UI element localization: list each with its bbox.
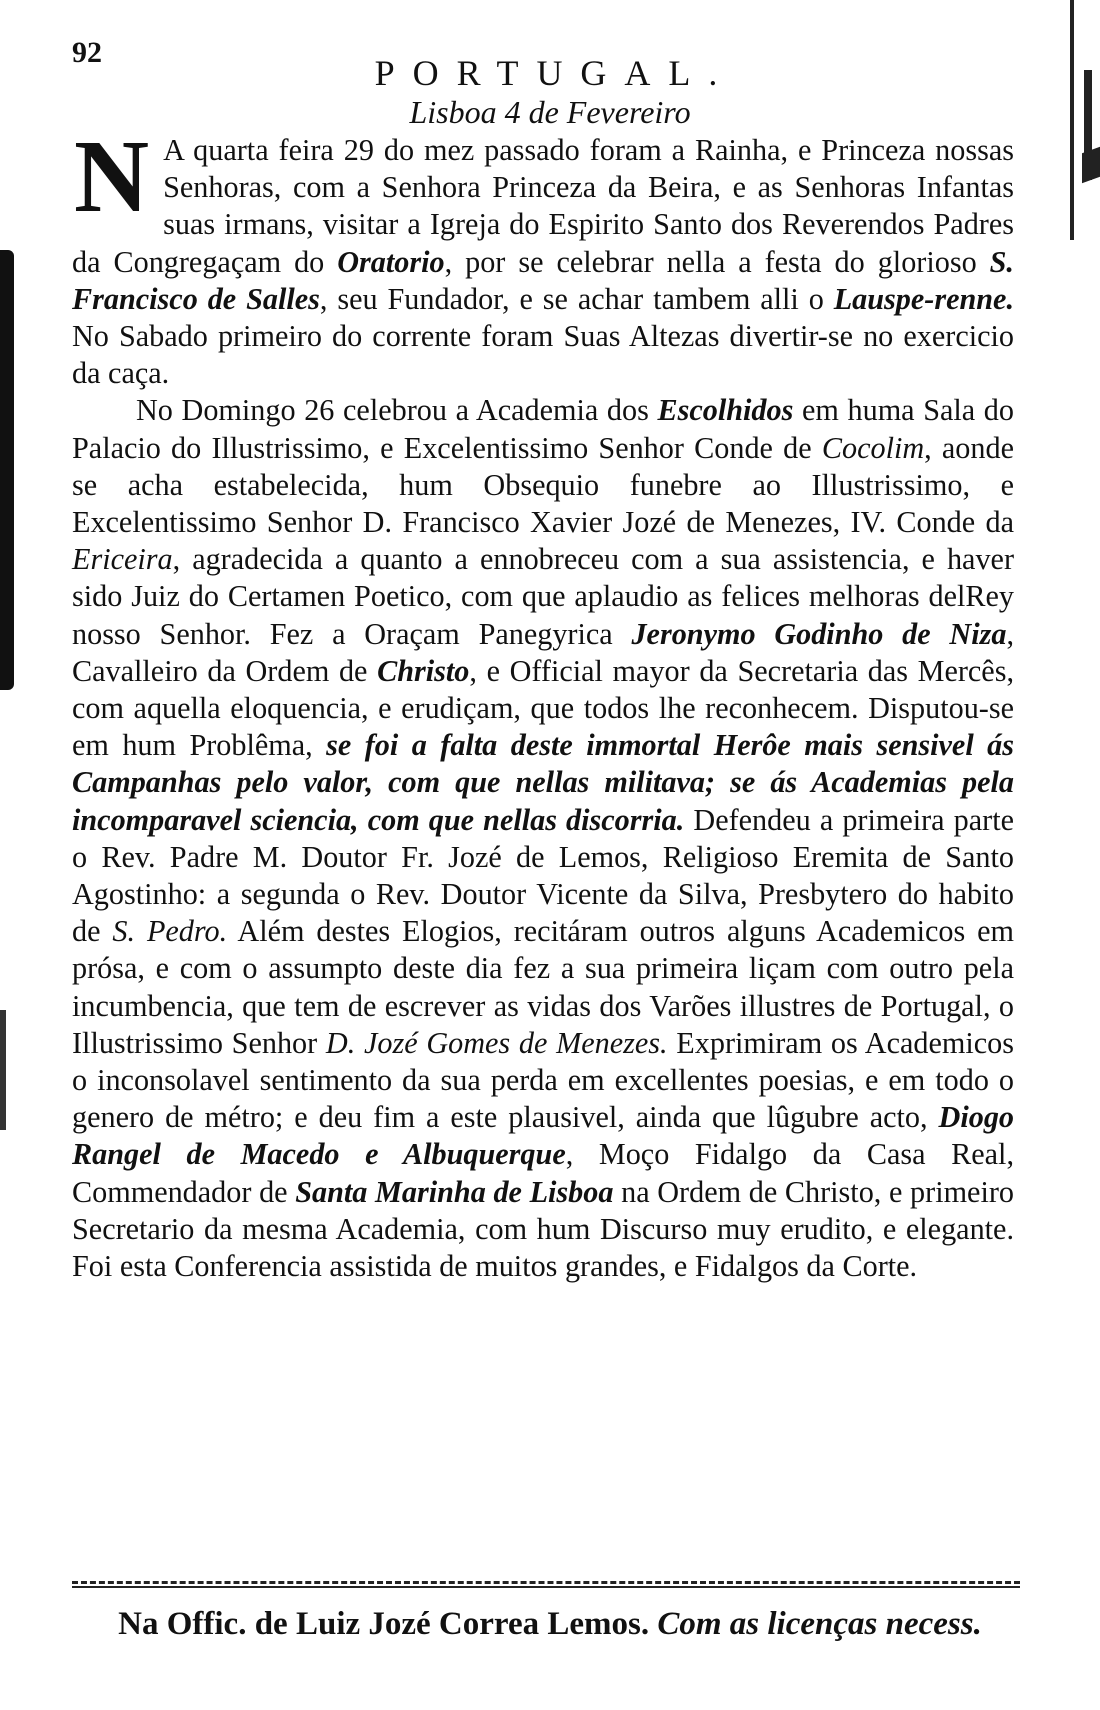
divider-rule bbox=[72, 1586, 1020, 1588]
text-run: Oratorio bbox=[337, 244, 445, 279]
imprint-line bbox=[0, 1606, 1100, 1643]
text-run: se foi a falta deste immortal Herôe mais sensivel ás Campanhas pelo valor, com que nellas militava; se ás Academias pela incomparavel sciencia, com que nellas discorria. bbox=[72, 728, 1014, 837]
article-body bbox=[72, 119, 1015, 1285]
scan-edge-shadow bbox=[0, 1010, 6, 1130]
text-run: , por se celebrar nella a festa do glorioso bbox=[444, 244, 990, 279]
text-run: Diogo Rangel de Macedo e Albuquerque bbox=[72, 1100, 1014, 1172]
text-run: , e Official mayor da Secretaria das Mercês, com aquella eloquencia, e erudiçam, que todos lhe reconhecem. Disputou-se em hum Problêma, bbox=[72, 653, 1014, 763]
text-run: , seu Fundador, e se achar tambem alli o bbox=[319, 281, 834, 316]
page-number: 92 bbox=[72, 36, 102, 69]
text-run: Ericeira bbox=[72, 542, 173, 577]
text-run: em huma Sala do Palacio do Illustrissimo, e Excelentissimo Senhor Conde de bbox=[72, 393, 1014, 465]
text-run: , Moço Fidalgo da Casa Real, Commendador de bbox=[72, 1137, 1014, 1209]
text-run: , aonde se acha estabelecida, hum Obsequio funebre ao Illustrissimo, e Excelentissimo Senhor D. Francisco Xavier Jozé de Menezes, IV. Conde da bbox=[72, 430, 1014, 540]
scan-edge-shadow bbox=[0, 250, 14, 690]
imprint-license: Com as licenças necess. bbox=[657, 1606, 982, 1642]
text-run: No Sabado primeiro do corrente foram Suas Altezas divertir-se no exercicio da caça. bbox=[72, 319, 1014, 391]
text-run: , agradecida a quanto a ennobreceu com a sua assistencia, e haver sido Juiz do Certamen Poetico, com que aplaudio as felices melhoras delRey nosso Senhor. Fez a Oraçam Panegyrica bbox=[72, 542, 1014, 651]
text-run: , Cavalleiro da Ordem de bbox=[72, 616, 1014, 688]
text-run: No Domingo 26 celebrou a Academia dos bbox=[136, 393, 658, 428]
text-run: na Ordem de Christo, e primeiro Secretario da mesma Academia, com hum Discurso muy erudito, e elegante. Foi esta Conferencia assistida de muitos grandes, e Fidalgos da Corte. bbox=[72, 1174, 1014, 1284]
text-run: Jeronymo Godinho de Niza bbox=[631, 616, 1007, 651]
dateline: Lisboa 4 de Fevereiro bbox=[409, 94, 691, 130]
paragraph-1 bbox=[72, 119, 1014, 392]
text-run: Escolhidos bbox=[657, 393, 794, 428]
text-run: D. Jozé Gomes de Menezes. bbox=[325, 1025, 668, 1060]
text-run: Cocolim bbox=[821, 430, 925, 465]
divider-rule bbox=[72, 1581, 1020, 1584]
paragraph-2 bbox=[72, 392, 1014, 1285]
drop-capital: N bbox=[74, 119, 150, 234]
text-run: S. Francisco de Salles bbox=[72, 244, 1014, 316]
text-run: Christo bbox=[377, 653, 470, 688]
text-run: A quarta feira 29 do mez passado foram a Rainha, e Princeza nossas Senhoras, com a Senhora Princeza da Beira, e as Senhoras Infantas suas irmans, visitar a Igreja do Espirito Santo dos Reverendos Padres da Congregaçam do bbox=[72, 133, 1014, 279]
text-run: Além destes Elogios, recitáram outros alguns Academicos em prósa, e com o assumpto deste dia fez a sua primeira liçam com outro pela incumbencia, que tem de escrever as vidas dos Varões illustres de Portugal, o Illustrissimo Senhor bbox=[72, 914, 1014, 1060]
text-run: S. Pedro. bbox=[112, 914, 228, 949]
text-run: Defendeu a primeira parte o Rev. Padre M. Doutor Fr. Jozé de Lemos, Religioso Eremita de Santo Agostinho: a segunda o Rev. Doutor Vicente da Silva, Presbytero do habito de bbox=[72, 802, 1015, 949]
imprint-printer: Na Offic. de Luiz Jozé Correa Lemos. bbox=[118, 1606, 658, 1642]
text-run: Lauspe-renne. bbox=[833, 281, 1014, 316]
scan-edge-shadow bbox=[1082, 147, 1100, 184]
section-heading: PORTUGAL. bbox=[374, 53, 736, 93]
text-run: Santa Marinha de Lisboa bbox=[295, 1174, 614, 1209]
text-run: Exprimiram os Academicos o inconsolavel sentimento da sua perda em excellentes poesias, e em todo o genero de métro; e deu fim a este plausivel, ainda que lûgubre acto, bbox=[72, 1025, 1014, 1135]
